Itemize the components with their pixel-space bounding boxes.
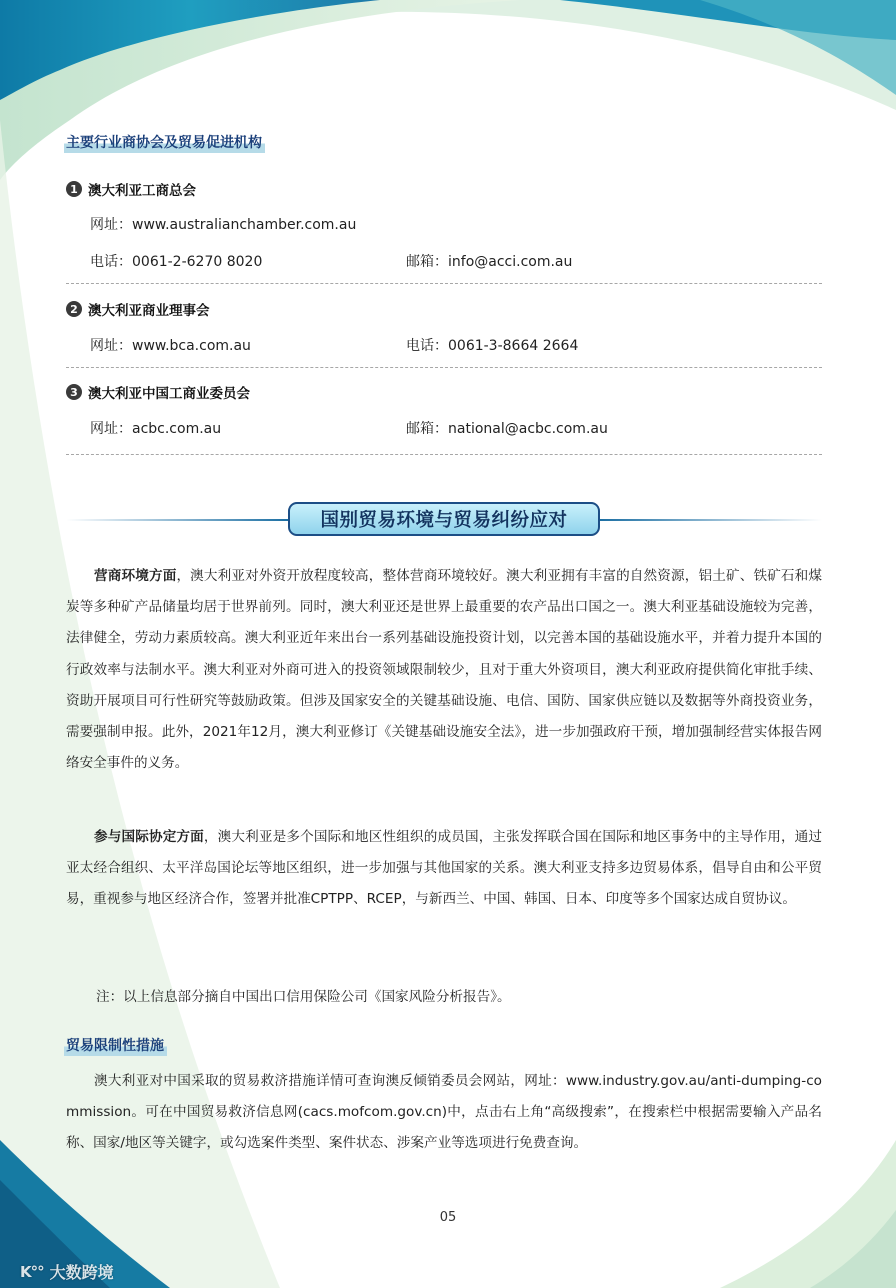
org-1-name-row (66, 179, 196, 199)
divider (66, 454, 822, 455)
trade-paragraph: 澳大利亚对中国采取的贸易救济措施详情可查询澳反倾销委员会网站，网址：www.industry.gov.au/anti-dumping-commission。可在中国贸易救济信息网(cacs.mofcom.gov.cn)中，点击右上角“高级搜索”，在搜索栏中根据需要输入产品名称、国家/地区等关键字，或勾选案件类型、案件状态、涉案产业等选项进行免费查询。 (66, 1073, 822, 1151)
business-env-text: ，澳大利亚对外资开放程度较高，整体营商环境较好。澳大利亚拥有丰富的自然资源，铝土矿、铁矿石和煤炭等多种矿产品储量均居于世界前列。同时，澳大利亚还是世界上最重要的农产品出口国之一。澳大利亚基础设施较为完善，法律健全，劳动力素质较高。澳大利亚近年来出台一系列基础设施投资计划，以完善本国的基础设施水平，并着力提升本国的行政效率与法制水平。澳大利亚对外商可进入的投资领域限制较少，且对于重大外资项目，澳大利亚政府提供简化审批手续、资助开展项目可行性研究等鼓励政策。但涉及国家安全的关键基础设施、电信、国防、国家供应链以及数据等外商投资业务，需要强制申报。此外，2021年12月，澳大利亚修订《关键基础设施安全法》，进一步加强政府干预，增加强制经营实体报告网络安全事件的义务。 (66, 568, 823, 772)
org-2-website: 网址：www.bca.com.au (90, 338, 251, 354)
business-env-paragraph (66, 561, 822, 779)
watermark (20, 1260, 114, 1283)
divider (66, 283, 822, 284)
org-1-name: 澳大利亚工商总会 (88, 183, 196, 199)
org-3-email: 邮箱：national@acbc.com.au (406, 421, 608, 437)
org-2-phone: 电话：0061-3-8664 2664 (406, 338, 579, 354)
watermark-logo: K°° (20, 1262, 44, 1281)
number-badge-3: 3 (66, 384, 82, 400)
section-title-trade: 贸易限制性措施 (64, 1035, 167, 1056)
banner-line-right (600, 519, 822, 521)
section-banner: 国别贸易环境与贸易纠纷应对 (288, 502, 600, 536)
number-badge-2: 2 (66, 301, 82, 317)
banner-line-left (66, 519, 288, 521)
org-1-phone: 电话：0061-2-6270 8020 (90, 254, 263, 270)
org-3-website: 网址：acbc.com.au (90, 421, 222, 437)
org-2-name-row (66, 299, 210, 319)
intl-agreements-lead: 参与国际协定方面 (94, 829, 204, 845)
divider (66, 367, 822, 368)
business-env-lead: 营商环境方面 (94, 568, 177, 584)
org-2-name: 澳大利亚商业理事会 (88, 303, 210, 319)
org-3-name-row (66, 382, 250, 402)
intl-agreements-text: ，澳大利亚是多个国际和地区性组织的成员国，主张发挥联合国在国际和地区事务中的主导作用，通过亚太经合组织、太平洋岛国论坛等地区组织，进一步加强与其他国家的关系。澳大利亚支持多边贸易体系，倡导自由和公平贸易，重视参与地区经济合作，签署并批准CPTPP、RCEP，与新西兰、中国、韩国、日本、印度等多个国家达成自贸协议。 (66, 829, 823, 908)
number-badge-1: 1 (66, 181, 82, 197)
org-1-email: 邮箱：info@acci.com.au (406, 254, 573, 270)
section-title-orgs: 主要行业商协会及贸易促进机构 (64, 132, 265, 153)
intl-agreements-paragraph (66, 822, 822, 916)
org-1-website: 网址：www.australianchamber.com.au (90, 217, 357, 233)
org-3-name: 澳大利亚中国工商业委员会 (88, 386, 250, 402)
watermark-text: 大数跨境 (49, 1263, 114, 1282)
page-number: 05 (439, 1210, 457, 1225)
source-note: 注：以上信息部分摘自中国出口信用保险公司《国家风险分析报告》。 (96, 989, 511, 1005)
